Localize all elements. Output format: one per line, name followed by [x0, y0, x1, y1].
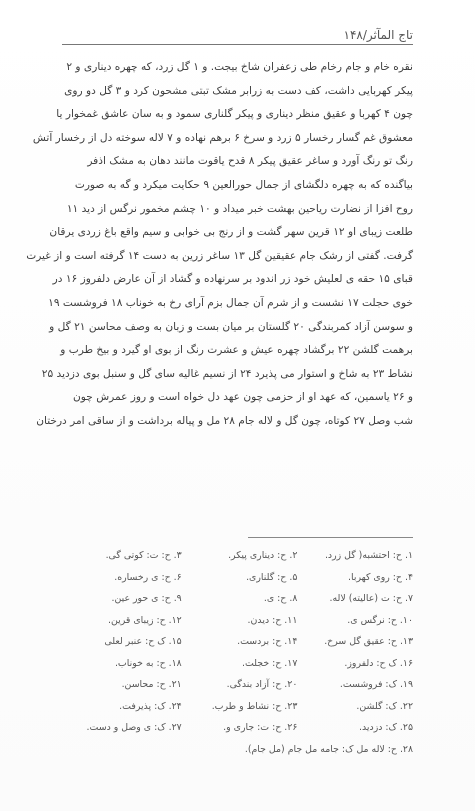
running-title: تاج المآثر/۱۴۸: [343, 28, 413, 42]
body-line: و سوسن آزاد کمربندگی ۲۰ گلستان بر میان بست و زبان به وصف محاسن ۲۱ گل و: [49, 320, 413, 333]
footnote-item: ۱۷. ح: خجلت.: [241, 657, 298, 669]
body-line: معشوق غم گسار رخسار ۵ زرد و سرخ ۶ برهم نهاده و ۷ لاله سوخته دل از رخسار آتش: [32, 131, 413, 144]
page-header: [62, 26, 413, 46]
footnote-item: ۱۳. ح: عقیق گل سرخ.: [324, 636, 413, 647]
footnote-item: ۱۱. ح: دیدن.: [247, 614, 298, 626]
footnote-item: ۱۶. ک ح: دلفروز.: [344, 657, 413, 669]
footnote-row: [66, 674, 413, 696]
footnote-item: ۲۵. ک: دزدید.: [359, 722, 413, 733]
footnote-item: ۶. ح: ی رخساره.: [114, 571, 182, 583]
footnote-item: ۹. ح: ی حور عین.: [111, 593, 182, 604]
footnote-row: [66, 653, 413, 675]
body-line: رنگ تو رنگ آورد و ساغر عقیق پیکر ۸ قدح یاقوت مانند دهان به مشک اذفر: [87, 155, 413, 168]
body-line: خوی حجلت ۱۷ نشست و از شرم آن جمال بزم آرای رخ به خوناب ۱۸ فروشست ۱۹: [48, 296, 413, 309]
footnote-item: ۱. ح: احتشبه( گل زرد.: [324, 550, 413, 561]
footnote-rule: [248, 537, 413, 538]
footnote-item: ۲۱. ح: محاسن.: [121, 679, 182, 690]
body-line: گرفت. گفتی از رشک جام عقیقین گل ۱۳ ساغر زرین به دست ۱۴ گرفته است و از غیرت: [26, 249, 413, 262]
body-text: [26, 56, 413, 434]
header-rule: [62, 44, 413, 45]
footnote-item: ۸. ح: ی.: [263, 593, 298, 604]
footnote-item: ۳. ح: ت: کوتی گی.: [105, 550, 182, 561]
footnote-row: [66, 545, 413, 567]
footnote-row: [66, 588, 413, 610]
body-line: نقره خام و جام رخام طی زعفران شاخ بیجت. و ۱ گل زرد، که چهره دیناری و ۲: [66, 61, 413, 73]
footnote-row: [66, 717, 413, 739]
body-line: شب وصل ۲۷ کوتاه، چون گل و لاله جام ۲۸ مل و پیاله برداشت و از ساقی امر درختان: [36, 414, 413, 427]
footnote-item: ۱۲. ح: زیبای قرین.: [107, 614, 182, 626]
footnote-row: [66, 631, 413, 653]
footnote-item: ۲۷. ک: ی وصل و دست.: [86, 722, 182, 733]
footnote-item: ۱۹. ک: فروشست.: [339, 679, 413, 690]
footnote-item: ۱۰. ح: نرگس ی.: [347, 614, 413, 626]
footnote-item: ۲۰. ح: آزاد بندگی.: [226, 679, 298, 690]
footnote-item: ۲۴. ک: پذیرفت.: [119, 700, 182, 712]
footnote-item: ۱۴. ح: بردست.: [237, 636, 298, 647]
footnote-item: ۱۵. ک ح: عنبر لعلی: [104, 636, 182, 647]
footnote-item: ۴. ح: روی کهربا.: [348, 571, 413, 583]
footnote-item: ۲۳. ح: نشاط و طرب.: [211, 700, 298, 712]
footnotes: [66, 545, 413, 760]
body-line: پیکر کهربایی داشت، کف دست به زرابر مشک تبتی مشحون کرد و ۳ گل دو روی: [64, 84, 413, 97]
footnote-row: [66, 567, 413, 589]
footnote-item: ۲۶. ح: ت: جاری و.: [223, 722, 298, 733]
body-line: طلعت زیبای او ۱۲ قرین سهر گشت و از رنج بی خوابی و سیم واقع باغ زردی یرقان: [49, 226, 413, 239]
body-line: چون ۴ کهربا و عقیق منظر دیناری و پیکر گلناری سمود و به سان عاشق غمخوار یا: [56, 108, 413, 121]
footnote-item: ۲۸. ح: لاله مل ک: جامه مل جام (مل جام).: [244, 743, 413, 755]
body-line: بیاگنده که به چهره دلگشای از جمال حورالعین ۹ حکایت میکرد و گه به صورت: [74, 178, 413, 191]
footnote-item: ۲۲. ک: گلشن.: [356, 700, 413, 712]
footnote-item: ۵. ح: گلناری.: [246, 571, 298, 583]
footnote-item: ۷. ح: ت (عالیته) لاله.: [329, 593, 413, 604]
footnote-row: [66, 696, 413, 718]
footnote-item: ۲. ح: دیناری پیکر.: [228, 550, 298, 561]
body-line: قبای ۱۵ حقه ی لعلیش خود زر اندود بر سرنهاده و گشاد از آن عارض دلفروز ۱۶ در: [52, 273, 413, 286]
body-line: برهمت گلشن ۲۲ برگشاد چهره عیش و عشرت رنگ از بوی او گیرد و بیخ طرب و: [60, 344, 413, 357]
footnote-row: [66, 610, 413, 632]
body-line: و ۲۶ یاسمین، که عهد او از حزمی چون عهد دل خواه است و روز عمرش چون: [73, 391, 413, 404]
body-line: روح افزا از نضارت ریاحین بهشت خبر میداد و ۱۰ چشم مخمور نرگس از دید ۱۱: [66, 202, 413, 215]
body-line: نشاط ۲۳ به شاخ و استوار می پذیرد ۲۴ از نسیم غالیه سای گل و سنبل بوی دزدید ۲۵: [41, 367, 413, 380]
footnote-item: ۱۸. ح: به خوناب.: [114, 657, 182, 669]
